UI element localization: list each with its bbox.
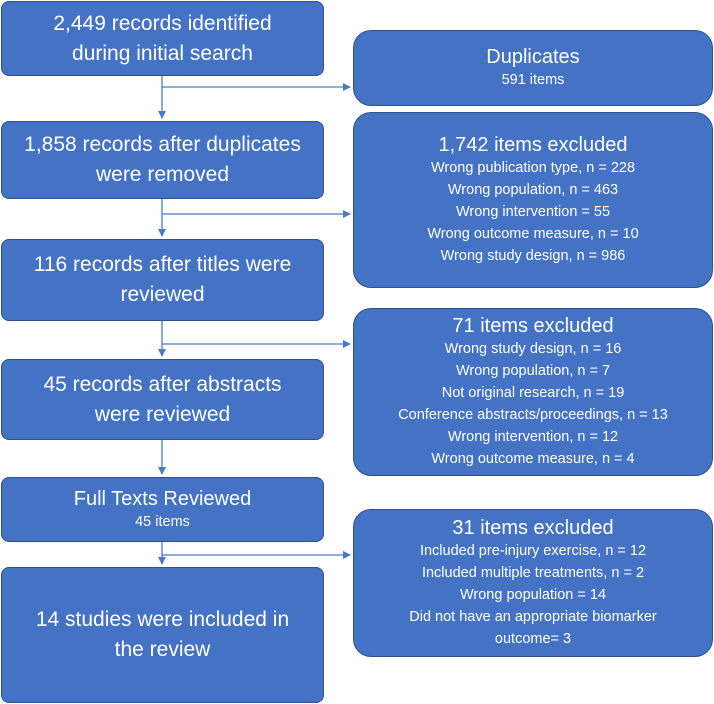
exclusion-reason: Wrong outcome measure, n = 4 [431, 451, 635, 467]
step-titles-reviewed-line1: 116 records after titles were [33, 253, 292, 276]
exclusion-3-title: 31 items excluded [452, 517, 614, 539]
exclusion-reason: Conference abstracts/proceedings, n = 13 [398, 407, 668, 423]
exclusion-reason: outcome= 3 [494, 631, 572, 647]
step-duplicates-removed-line2: were removed [95, 163, 230, 186]
step-full-texts-box [1, 477, 324, 542]
exclusion-reason: Included multiple treatments, n = 2 [421, 565, 645, 581]
step-full-texts-count: 45 items [135, 513, 190, 530]
step-titles-reviewed-box [1, 239, 324, 321]
exclusion-1-title: 1,742 items excluded [438, 134, 628, 156]
exclusion-box-1 [353, 112, 713, 288]
step-abstracts-reviewed-line2: were reviewed [94, 402, 231, 426]
step-duplicates-removed-line1: 1,858 records after duplicates [24, 133, 301, 156]
exclusion-reason: Did not have an appropriate biomarker [409, 609, 657, 625]
exclusion-box-2 [353, 308, 713, 476]
exclusion-reason: Wrong study design, n = 16 [444, 341, 622, 357]
step-full-texts-title: Full Texts Reviewed [73, 487, 252, 510]
exclusion-reason: Included pre-injury exercise, n = 12 [419, 543, 647, 559]
step-abstracts-reviewed-box [1, 359, 324, 440]
exclusion-reason: Wrong publication type, n = 228 [430, 160, 636, 176]
duplicates-title: Duplicates [486, 46, 580, 68]
exclusion-2-title: 71 items excluded [452, 315, 614, 337]
step-identified-line1: 2,449 records identified [53, 11, 272, 35]
exclusion-reason: Wrong study design, n = 986 [440, 248, 626, 264]
exclusion-reason: Wrong intervention = 55 [455, 204, 611, 220]
step-included-line2: the review [114, 638, 211, 661]
step-included-box [1, 567, 324, 703]
step-included-line1: 14 studies were included in [35, 608, 290, 631]
exclusion-reason: Wrong population = 14 [459, 587, 607, 603]
duplicates-count: 591 items [501, 72, 565, 88]
step-abstracts-reviewed-line1: 45 records after abstracts [43, 372, 282, 396]
step-identified-line2: during initial search [72, 41, 253, 65]
step-identified-box [1, 1, 324, 76]
exclusion-reason: Not original research, n = 19 [441, 385, 625, 401]
step-titles-reviewed-line2: reviewed [120, 283, 205, 306]
duplicates-box [353, 30, 713, 106]
step-duplicates-removed-box [1, 121, 324, 199]
exclusion-reason: Wrong intervention, n = 12 [447, 429, 619, 445]
exclusion-reason: Wrong population, n = 7 [455, 363, 611, 379]
exclusion-box-3 [353, 509, 713, 657]
exclusion-reason: Wrong outcome measure, n = 10 [427, 226, 639, 242]
exclusion-reason: Wrong population, n = 463 [447, 182, 619, 198]
